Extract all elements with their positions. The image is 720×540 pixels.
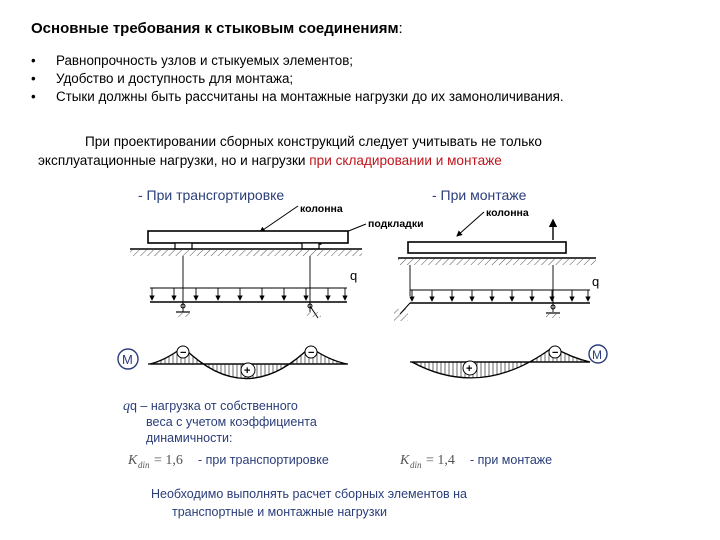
bullet-icon: • <box>31 71 36 86</box>
svg-text:M: M <box>122 352 133 367</box>
load-arrows-left <box>152 288 345 300</box>
requirement-text: Стыки должны быть рассчитаны на монтажные нагрузки до их замоноличивания. <box>56 89 564 104</box>
paragraph-line-1: При проектировании сборных конструкций следует учитывать не только <box>85 134 542 149</box>
column-label-left: колонна <box>300 203 343 215</box>
legend-line-1-text: q – нагрузка от собственного <box>130 399 298 413</box>
svg-text:+: + <box>244 365 251 377</box>
column-pointer-right <box>457 212 484 236</box>
load-label-left: q <box>350 268 358 283</box>
column-beam-left <box>148 231 348 243</box>
conclusion-line-1: Необходимо выполнять расчет сборных элементов на <box>151 487 467 501</box>
paragraph-line-2: эксплуатационные нагрузки, но и нагрузки <box>38 153 310 168</box>
title-text: Основные требования к стыковым соединениям <box>31 20 399 37</box>
plus-icon <box>463 361 477 375</box>
svg-text:= 1,6: = 1,6 <box>154 453 183 468</box>
load-arrows-right <box>412 290 588 301</box>
svg-text:−: − <box>180 347 187 359</box>
load-label-right: q <box>592 274 600 289</box>
transport-title: - При трансгортировке <box>138 187 285 203</box>
moment-icon <box>118 349 138 369</box>
requirement-text: Равнопрочность узлов и стыкуемых элементов; <box>56 53 354 68</box>
support-pin-right <box>307 304 321 318</box>
column-pointer-left <box>260 206 298 232</box>
legend-line-1: qq – нагрузка от собственного <box>123 399 298 414</box>
svg-text:−: − <box>308 347 315 359</box>
svg-text:din: din <box>138 460 150 470</box>
svg-text:= 1,4: = 1,4 <box>426 453 455 468</box>
ground-hatch-right <box>398 259 596 265</box>
moment-curve-right <box>412 347 590 378</box>
kdin-transport <box>127 453 329 470</box>
svg-text:K: K <box>128 453 138 468</box>
paragraph-highlight: при складировании и монтаже <box>309 153 502 168</box>
pad-left <box>175 243 192 249</box>
mount-title: - При монтаже <box>432 187 527 203</box>
svg-text:M: M <box>592 348 602 362</box>
requirement-text: Удобство и доступность для монтажа; <box>56 71 294 86</box>
conclusion-line-2: транспортные и монтажные нагрузки <box>172 505 387 519</box>
svg-text:- при монтаже: - при монтаже <box>470 453 553 467</box>
plus-icon <box>241 363 255 377</box>
column-beam-right <box>408 242 566 253</box>
ground-hatch-left <box>130 250 362 256</box>
legend-line-2: веса с учетом коэффициента <box>146 415 317 429</box>
moment-icon <box>589 345 607 363</box>
bullet-icon: • <box>31 53 36 68</box>
title-colon: : <box>398 20 403 37</box>
pad-right <box>302 243 319 249</box>
pads-label: подкладки <box>368 218 424 230</box>
svg-text:K: K <box>400 453 410 468</box>
svg-text:din: din <box>410 460 422 470</box>
support-fixed-left <box>394 303 410 321</box>
column-label-right: колонна <box>486 207 529 219</box>
svg-text:+: + <box>466 363 473 375</box>
kdin-mount <box>399 453 552 470</box>
svg-text:- при транспортировке: - при транспортировке <box>198 453 329 467</box>
legend-line-3: динамичности: <box>146 431 233 445</box>
bullet-icon: • <box>31 89 36 104</box>
svg-text:−: − <box>552 347 559 359</box>
